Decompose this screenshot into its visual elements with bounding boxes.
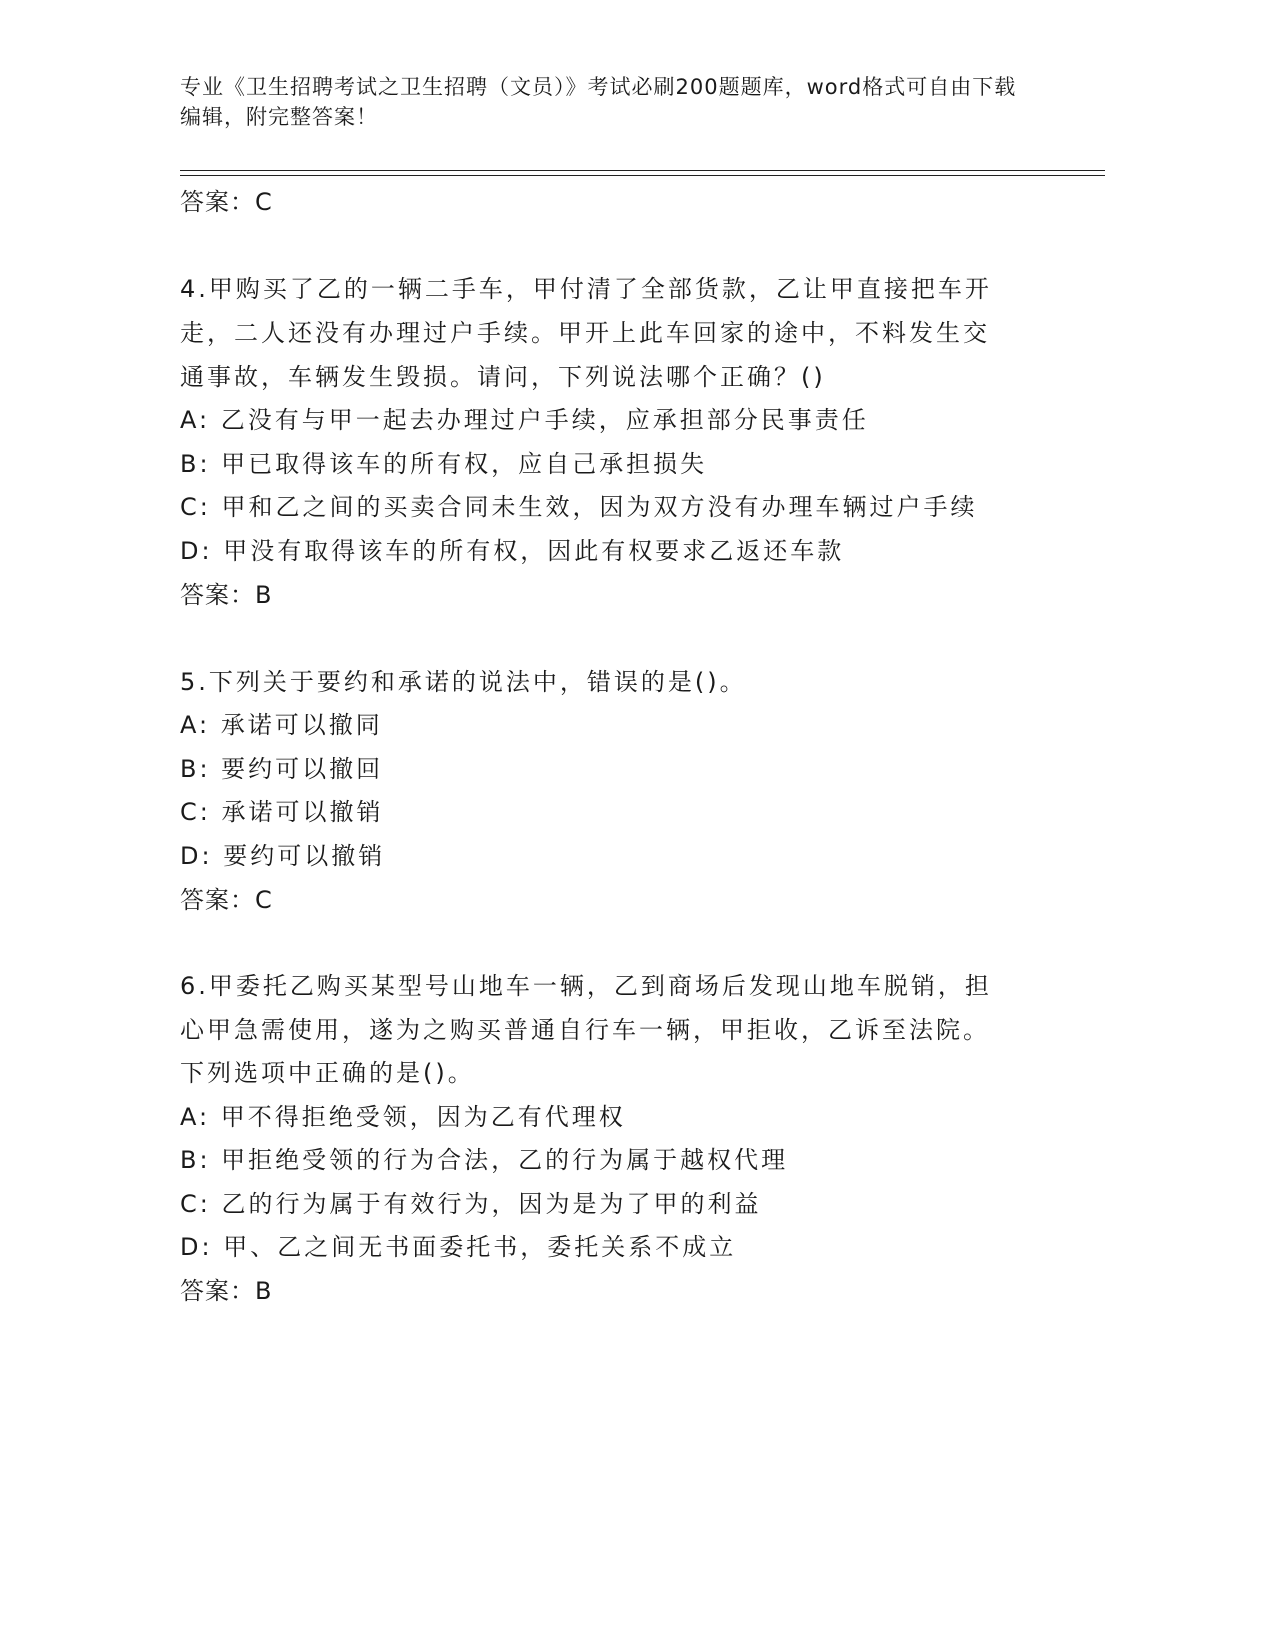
q6-answer: 答案：B bbox=[180, 1277, 273, 1305]
q6-text-line2: 心甲急需使用，遂为之购买普通自行车一辆，甲拒收，乙诉至法院。 bbox=[180, 1016, 990, 1044]
q5-option-b: B: 要约可以撤回 bbox=[180, 755, 384, 783]
q4-option-d: D: 甲没有取得该车的所有权，因此有权要求乙返还车款 bbox=[180, 537, 845, 565]
previous-answer: 答案：C bbox=[180, 188, 273, 216]
q4-option-b: B: 甲已取得该车的所有权，应自己承担损失 bbox=[180, 450, 708, 478]
q4-option-c: C: 甲和乙之间的买卖合同未生效，因为双方没有办理车辆过户手续 bbox=[180, 493, 978, 521]
q5-option-d: D: 要约可以撤销 bbox=[180, 842, 386, 870]
q4-text-line3: 通事故，车辆发生毁损。请问，下列说法哪个正确？() bbox=[180, 363, 826, 391]
q6-option-d: D: 甲、乙之间无书面委托书，委托关系不成立 bbox=[180, 1233, 737, 1261]
q6-option-c: C: 乙的行为属于有效行为，因为是为了甲的利益 bbox=[180, 1190, 762, 1218]
document-header: 专业《卫生招聘考试之卫生招聘（文员）》考试必刷200题题库，word格式可自由下载编辑，附完整答案！ bbox=[180, 75, 1017, 129]
header-divider-bottom bbox=[180, 175, 1105, 176]
q5-option-a: A: 承诺可以撤同 bbox=[180, 711, 383, 739]
q6-text-line3: 下列选项中正确的是()。 bbox=[180, 1059, 475, 1087]
q4-text-line2: 走，二人还没有办理过户手续。甲开上此车回家的途中，不料发生交 bbox=[180, 319, 990, 347]
q5-answer: 答案：C bbox=[180, 886, 273, 914]
q4-text-line1: 4.甲购买了乙的一辆二手车，甲付清了全部货款，乙让甲直接把车开 bbox=[180, 275, 992, 303]
q5-option-c: C: 承诺可以撤销 bbox=[180, 798, 384, 826]
q6-option-b: B: 甲拒绝受领的行为合法，乙的行为属于越权代理 bbox=[180, 1146, 789, 1174]
q5-text-line1: 5.下列关于要约和承诺的说法中，错误的是()。 bbox=[180, 668, 747, 696]
q6-option-a: A: 甲不得拒绝受领，因为乙有代理权 bbox=[180, 1103, 626, 1131]
q4-option-a: A: 乙没有与甲一起去办理过户手续，应承担部分民事责任 bbox=[180, 406, 869, 434]
header-divider-top bbox=[180, 170, 1105, 171]
q6-text-line1: 6.甲委托乙购买某型号山地车一辆，乙到商场后发现山地车脱销，担 bbox=[180, 972, 992, 1000]
q4-answer: 答案：B bbox=[180, 581, 273, 609]
